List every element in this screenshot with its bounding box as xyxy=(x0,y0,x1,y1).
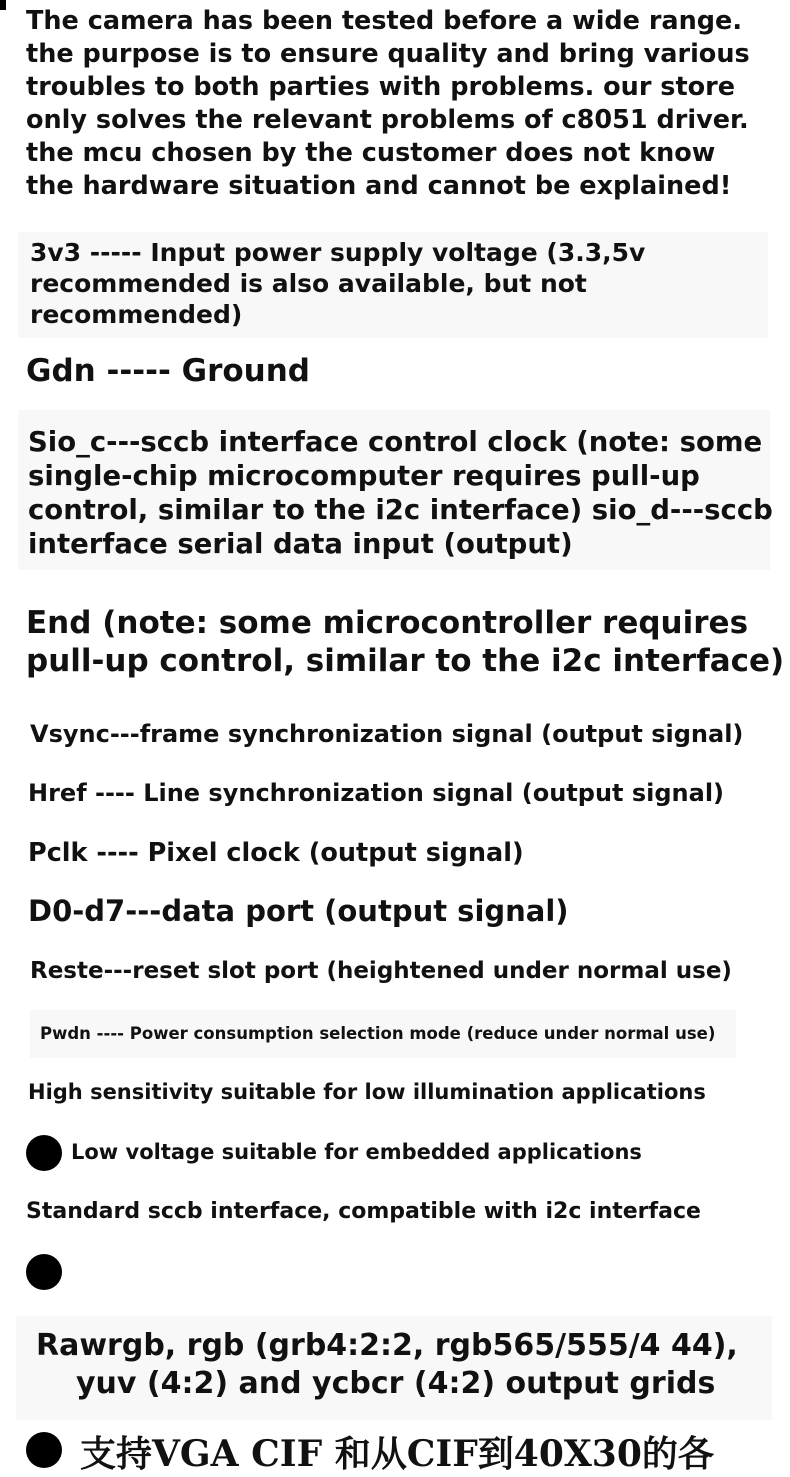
vsync-pin: Vsync---frame synchronization signal (output signal) xyxy=(30,720,744,748)
power-pin-line-2: recommended is also available, but not xyxy=(30,269,587,298)
reset-pin: Reste---reset slot port (heightened under normal use) xyxy=(30,958,732,984)
feature-sensitivity: High sensitivity suitable for low illumination applications xyxy=(28,1080,706,1104)
top-edge-mark xyxy=(0,0,6,10)
bullet-dot-icon xyxy=(26,1135,62,1171)
intro-line-4: only solves the relevant problems of c8051 driver. xyxy=(26,105,749,135)
sio-line-2: single-chip microcomputer requires pull-up xyxy=(28,460,700,492)
end-note-line-2: pull-up control, similar to the i2c interface) xyxy=(26,643,785,679)
intro-line-1: The camera has been tested before a wide range. xyxy=(26,6,743,36)
ground-pin: Gdn ----- Ground xyxy=(26,353,310,389)
data-port-pin: D0-d7---data port (output signal) xyxy=(28,894,569,928)
formats-line-1: Rawrgb, rgb (grb4:2:2, rgb565/555/4 44), xyxy=(36,1328,738,1363)
sio-line-3: control, similar to the i2c interface) sio_d---sccb xyxy=(28,494,773,526)
bullet-dot-icon xyxy=(26,1254,62,1290)
pclk-pin: Pclk ---- Pixel clock (output signal) xyxy=(28,838,524,868)
feature-low-voltage: Low voltage suitable for embedded applications xyxy=(71,1140,642,1164)
feature-sccb: Standard sccb interface, compatible with i2c interface xyxy=(26,1199,701,1224)
power-pin-line-1: 3v3 ----- Input power supply voltage (3.3,5v xyxy=(30,238,646,267)
intro-line-2: the purpose is to ensure quality and bring various xyxy=(26,39,750,69)
href-pin: Href ---- Line synchronization signal (output signal) xyxy=(28,779,725,807)
sio-line-1: Sio_c---sccb interface control clock (note: some xyxy=(28,426,763,458)
intro-line-5: the mcu chosen by the customer does not know xyxy=(26,138,716,168)
sio-line-4: interface serial data input (output) xyxy=(28,528,573,560)
power-pin-line-3: recommended) xyxy=(30,300,243,329)
formats-line-2: yuv (4:2) and ycbcr (4:2) output grids xyxy=(76,1366,716,1401)
intro-line-6: the hardware situation and cannot be explained! xyxy=(26,171,732,201)
end-note-line-1: End (note: some microcontroller requires xyxy=(26,605,749,641)
feature-vga-cif: 支持VGA CIF 和从CIF到40X30的各 xyxy=(80,1433,714,1475)
intro-line-3: troubles to both parties with problems. our store xyxy=(26,72,736,102)
bullet-dot-icon xyxy=(26,1432,62,1468)
pwdn-pin: Pwdn ---- Power consumption selection mode (reduce under normal use) xyxy=(40,1024,716,1043)
